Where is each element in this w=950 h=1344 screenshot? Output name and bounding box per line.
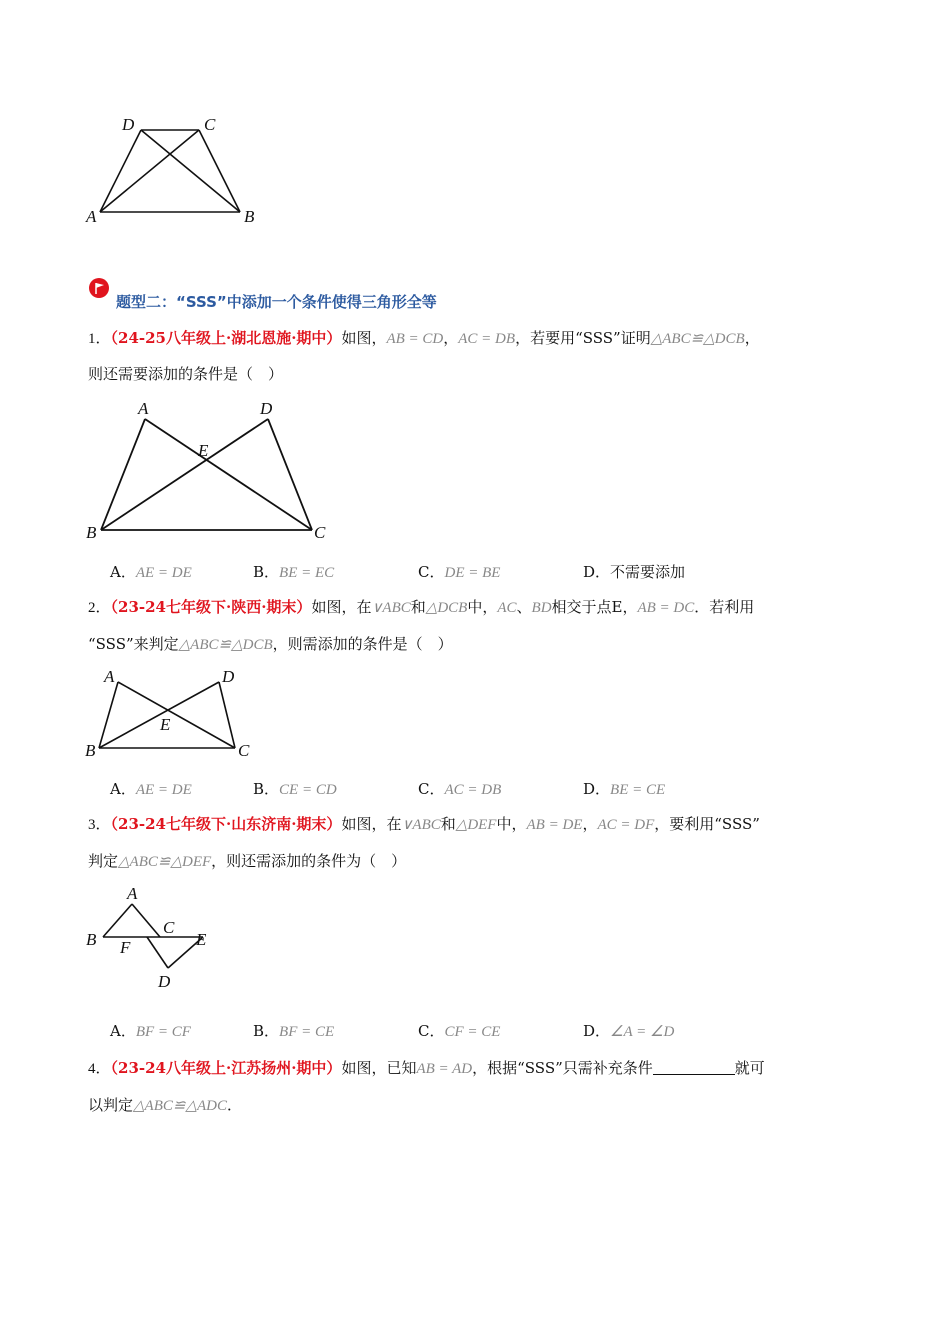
segment-ac	[132, 904, 160, 937]
label-a: A	[127, 884, 138, 903]
q2-math-ab-dc: AB = DC	[637, 600, 695, 616]
label-c: C	[204, 115, 216, 134]
segment-ac	[118, 682, 235, 748]
option-value: AE = DE	[135, 782, 192, 798]
label-d: D	[122, 115, 135, 134]
q1-text: ，	[744, 329, 760, 347]
q4-source: （23-24八年级上·江苏扬州·期中）	[110, 1059, 342, 1077]
q1-option-c[interactable]	[418, 561, 500, 584]
option-label: C．	[418, 780, 445, 798]
q3-line1	[88, 813, 760, 836]
q2-option-c[interactable]	[418, 778, 501, 801]
diagonal-ac	[100, 130, 199, 212]
q3-text: 中，	[496, 815, 527, 833]
label-b: B	[244, 207, 255, 226]
diagonal-db	[141, 130, 240, 212]
segment-fd	[147, 937, 168, 968]
option-value: AE = DE	[135, 565, 192, 581]
q2-math-ac: AC	[497, 600, 517, 616]
q2-text: “SSS”来判定	[88, 635, 179, 653]
q1-text: 如图，	[341, 329, 387, 347]
segment-ba	[101, 419, 145, 530]
label-f: F	[120, 938, 131, 957]
option-value: CF = CE	[444, 1024, 501, 1040]
q4-math-ab-ad: AB = AD	[416, 1061, 473, 1077]
figure-q3	[80, 880, 230, 995]
q2-text: 中，	[467, 598, 498, 616]
label-b: B	[86, 930, 97, 949]
label-a: A	[104, 667, 115, 686]
segment-ba	[103, 904, 132, 937]
segment-cb	[199, 130, 240, 212]
label-a: A	[138, 399, 149, 418]
label-b: B	[85, 741, 96, 760]
q2-option-a[interactable]	[110, 778, 192, 801]
option-label: C．	[418, 1022, 445, 1040]
q4-text: 如图，已知	[341, 1059, 417, 1077]
q2-option-b[interactable]	[253, 778, 337, 801]
q2-text: 如图，在	[311, 598, 372, 616]
option-value: AC = DB	[444, 782, 502, 798]
q3-source: （23-24七年级下·山东济南·期末）	[110, 815, 342, 833]
option-label: A．	[110, 780, 136, 798]
q2-math-dcb: △DCB	[425, 600, 468, 616]
option-value: 不需要添加	[610, 563, 686, 581]
segment-dc	[268, 419, 312, 530]
q2-source: （23-24七年级下·陕西·期末）	[110, 598, 312, 616]
segment-dc	[219, 682, 235, 748]
segment-da	[100, 130, 141, 212]
q2-line2	[88, 633, 453, 656]
section-title: 题型二：“SSS”中添加一个条件使得三角形全等	[116, 293, 437, 311]
figure-q2	[80, 664, 260, 764]
label-c: C	[238, 741, 250, 760]
segment-bd	[101, 419, 268, 530]
q1-source: （24-25八年级上·湖北恩施·期中）	[110, 329, 342, 347]
q4-text: ，根据“SSS”只需补充条件	[472, 1059, 653, 1077]
flag-icon	[88, 277, 110, 299]
option-label: C．	[418, 563, 445, 581]
option-label: A．	[110, 563, 136, 581]
q3-text: 如图，在	[341, 815, 402, 833]
label-d: D	[260, 399, 273, 418]
q3-option-d[interactable]	[583, 1020, 674, 1043]
q3-line2	[88, 850, 406, 873]
option-label: D．	[583, 780, 611, 798]
option-value: BE = EC	[279, 565, 335, 581]
label-c: C	[163, 918, 175, 937]
q4-text: 就可	[734, 1059, 765, 1077]
q1-option-b[interactable]	[253, 561, 334, 584]
segment-ac	[145, 419, 312, 530]
figure-q1	[80, 396, 340, 546]
q1-line1	[88, 327, 760, 350]
q1-option-d[interactable]	[583, 561, 685, 583]
option-label: D．	[583, 1022, 611, 1040]
q3-text: ，要利用“SSS”	[654, 815, 760, 833]
option-label: A．	[110, 1022, 136, 1040]
option-label: B．	[253, 780, 280, 798]
label-c: C	[314, 523, 326, 542]
q2-text: ，则需添加的条件是（ ）	[272, 635, 453, 653]
q3-math-ac-df: AC = DF	[597, 817, 655, 833]
q1-line2: 则还需要添加的条件是（ ）	[88, 365, 284, 383]
q4-line1	[88, 1057, 765, 1080]
q1-text: ，若要用“SSS”证明	[515, 329, 651, 347]
label-b: B	[86, 523, 97, 542]
segment-bd	[99, 682, 219, 748]
q3-option-a[interactable]	[110, 1020, 191, 1043]
q4-text: ．	[227, 1096, 243, 1114]
q2-text: 相交于点E，	[551, 598, 638, 616]
option-label: B．	[253, 563, 280, 581]
q3-number: 3．	[88, 817, 111, 833]
q3-text: 判定	[88, 852, 119, 870]
q4-math-congruence: △ABC≌△ADC	[133, 1098, 227, 1114]
q2-text: ．若利用	[694, 598, 755, 616]
q4-answer-blank[interactable]	[653, 1060, 735, 1075]
q3-math-ab-de: AB = DE	[526, 817, 583, 833]
q2-math-bd: BD	[531, 600, 552, 616]
segment-ba	[99, 682, 118, 748]
option-value: CE = CD	[279, 782, 337, 798]
q3-math-abc: ∨ABC	[401, 817, 441, 833]
q1-math-ab-cd: AB = CD	[386, 331, 444, 347]
q1-number: 1．	[88, 331, 111, 347]
q1-text: ，	[443, 329, 459, 347]
option-label: D．	[583, 563, 611, 581]
q4-number: 4．	[88, 1061, 111, 1077]
option-value: BE = CE	[610, 782, 666, 798]
q2-option-d[interactable]	[583, 778, 665, 801]
label-a: A	[86, 207, 97, 226]
q3-text: ，	[582, 815, 598, 833]
label-d: D	[222, 667, 235, 686]
figure-trapezoid-abcd	[80, 112, 270, 232]
q2-number: 2．	[88, 600, 111, 616]
q2-line1	[88, 596, 754, 619]
q3-math-def: △DEF	[455, 817, 497, 833]
label-e: E	[196, 930, 207, 949]
q4-text: 以判定	[88, 1096, 134, 1114]
option-label: B．	[253, 1022, 280, 1040]
q2-math-abc: ∨ABC	[371, 600, 411, 616]
option-value: ∠A = ∠D	[610, 1024, 675, 1040]
label-e: E	[160, 715, 171, 734]
q3-text: ，则还需添加的条件为（ ）	[211, 852, 407, 870]
q2-math-congruence: △ABC≌△DCB	[178, 637, 273, 653]
option-value: BF = CF	[135, 1024, 191, 1040]
q1-option-a[interactable]	[110, 561, 192, 584]
label-d: D	[158, 972, 171, 991]
q1-math-ac-db: AC = DB	[458, 331, 516, 347]
label-e: E	[198, 441, 209, 460]
q3-option-b[interactable]	[253, 1020, 334, 1043]
option-value: DE = BE	[444, 565, 501, 581]
option-value: BF = CE	[279, 1024, 335, 1040]
q3-option-c[interactable]	[418, 1020, 500, 1043]
q1-math-congruence: △ABC≌△DCB	[650, 331, 745, 347]
q4-line2	[88, 1094, 242, 1117]
q3-text: 和	[440, 815, 456, 833]
q3-math-congruence: △ABC≌△DEF	[118, 854, 212, 870]
q2-text: 、	[516, 598, 532, 616]
q2-text: 和	[410, 598, 426, 616]
